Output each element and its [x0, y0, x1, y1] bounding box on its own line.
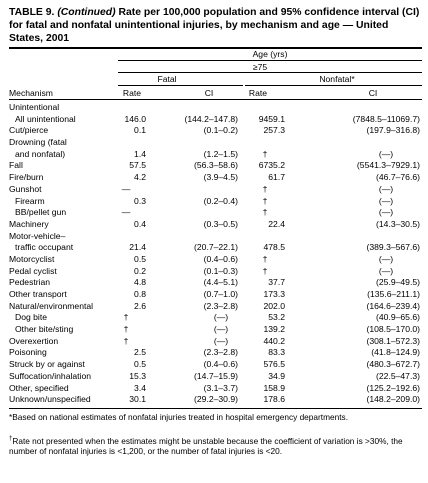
table-row: [0, 371, 428, 383]
bottom-rule: [9, 408, 422, 409]
fatal-ci-cell: (2.3–2.8): [203, 300, 238, 311]
fatal-rate-cell: 0.5: [134, 253, 146, 264]
age-header: Age (yrs): [252, 49, 288, 59]
fatal-ci-cell: (0.2–0.4): [203, 195, 238, 206]
fatal-ci-cell: (—): [213, 324, 229, 335]
nonfatal-ci-cell: (14.3–30.5): [376, 218, 420, 229]
row-label: Other bite/sting: [15, 324, 74, 335]
header-rule: [9, 99, 422, 100]
table-row: [0, 336, 428, 348]
fatal-rate-cell: 0.2: [134, 265, 146, 276]
fatal-rule: [118, 85, 243, 86]
nonfatal-ci-cell: (—): [378, 195, 394, 206]
nonfatal-ci-cell: (22.5–47.3): [376, 370, 420, 381]
fatal-rate-cell: 0.4: [134, 218, 146, 229]
fatal-rate-cell: 4.8: [134, 277, 146, 288]
nonfatal-rate-cell: 83.3: [268, 347, 285, 358]
table-caption: Rate per 100,000 population and 95% confidence interval (CI) for fatal and nonfatal unintentional injuries, by mechanism and age — United States, 2001: [9, 7, 420, 44]
nonfatal-ci-cell: (7848.5–11069.7): [352, 113, 420, 124]
table-row: [0, 266, 428, 278]
nonfatal-ci-cell: (5541.3–7929.1): [356, 160, 420, 171]
row-label: Pedestrian: [9, 277, 51, 288]
fatal-rate-cell: †: [123, 324, 129, 335]
table-row: [0, 301, 428, 313]
table-row: [0, 231, 428, 243]
nonfatal-rule: [245, 85, 422, 86]
age-group-rule: [118, 72, 422, 73]
nonfatal-ci-cell: (—): [378, 253, 394, 264]
row-label: All unintentional: [15, 113, 76, 124]
row-label: Suffocation/inhalation: [9, 370, 92, 381]
fatal-rate-cell: 2.6: [134, 300, 146, 311]
fatal-ci-cell: (1.2–1.5): [203, 148, 238, 159]
row-label: Other transport: [9, 289, 67, 299]
table-row: [0, 254, 428, 266]
fatal-ci-cell: (0.3–0.5): [203, 218, 238, 229]
table-row: [0, 219, 428, 231]
table-row: [0, 383, 428, 395]
row-label: Unintentional: [9, 102, 60, 112]
nonfatal-rate-cell: 139.2: [263, 324, 285, 335]
row-label: Fire/burn: [9, 172, 44, 183]
nonfatal-rate-cell: 34.9: [268, 370, 285, 381]
row-label: Dog bite: [15, 312, 48, 323]
fatal-ci-cell: (—): [213, 335, 229, 346]
fatal-rate-cell: 0.5: [134, 359, 146, 370]
table-row: [0, 324, 428, 336]
nonfatal-rate-cell: 158.9: [263, 382, 285, 393]
nonfatal-ci-cell: (480.3–672.7): [366, 359, 420, 370]
fatal-ci-cell: (0.4–0.6): [203, 253, 238, 264]
nonfatal-ci-cell: (389.3–567.6): [366, 242, 420, 253]
fatal-rate-cell: †: [123, 335, 129, 346]
table-row: [0, 196, 428, 208]
fatal-rate-cell: —: [121, 183, 131, 194]
age-group-header: ≥75: [252, 62, 268, 72]
row-label: Natural/environmental: [9, 300, 94, 311]
nonfatal-rate-cell: 173.3: [263, 289, 285, 299]
fatal-rate-cell: 57.5: [129, 160, 146, 171]
table-row: [0, 160, 428, 172]
table-row: [0, 172, 428, 184]
table-row: [0, 289, 428, 301]
fatal-rate-cell: 1.4: [134, 148, 146, 159]
fatal-rate-cell: 0.1: [134, 125, 146, 136]
table-row: [0, 114, 428, 126]
table-row: [0, 359, 428, 371]
nonfatal-ci-cell: (—): [378, 148, 394, 159]
fatal-ci-cell: (20.7–22.1): [194, 242, 238, 253]
table-row: [0, 149, 428, 161]
nonfatal-rate-cell: †: [262, 148, 268, 159]
row-label: Overexertion: [9, 335, 59, 346]
nonfatal-rate-cell: †: [262, 195, 268, 206]
row-label: Firearm: [15, 195, 45, 206]
nonfatal-rate-cell: †: [262, 207, 268, 218]
footnote-dagger-mark: †: [9, 436, 13, 442]
fatal-ci-cell: (29.2–30.9): [194, 394, 238, 405]
table-title: [9, 6, 423, 45]
fatal-ci-cell: (3.1–3.7): [203, 382, 238, 393]
nonfatal-rate-cell: 478.5: [263, 242, 285, 253]
nonfatal-rate-cell: 178.6: [263, 394, 285, 405]
row-label: BB/pellet gun: [15, 207, 67, 218]
nonfatal-ci-cell: (—): [378, 183, 394, 194]
row-label: Machinery: [9, 218, 49, 229]
nonfatal-rate-header: Rate: [248, 88, 268, 98]
table-row: [0, 312, 428, 324]
row-label: Unknown/unspecified: [9, 394, 91, 405]
fatal-rate-cell: 3.4: [134, 382, 146, 393]
nonfatal-rate-cell: 22.4: [268, 218, 285, 229]
fatal-rate-cell: 2.5: [134, 347, 146, 358]
fatal-rate-cell: †: [123, 312, 129, 323]
nonfatal-ci-cell: (125.2–192.6): [366, 382, 420, 393]
table-number: TABLE 9.: [9, 7, 58, 18]
top-rule: [9, 47, 422, 49]
nonfatal-ci-cell: (164.6–239.4): [366, 300, 420, 311]
table-body: [0, 102, 428, 406]
fatal-rate-cell: 15.3: [129, 370, 146, 381]
fatal-ci-header: CI: [204, 88, 214, 98]
mechanism-header: Mechanism: [9, 88, 53, 98]
row-label: Poisoning: [9, 347, 47, 358]
nonfatal-ci-cell: (135.6–211.1): [367, 289, 420, 299]
nonfatal-ci-cell: (108.5–170.0): [366, 324, 420, 335]
footnote-dagger: [9, 436, 423, 456]
nonfatal-rate-cell: 6735.2: [258, 160, 285, 171]
fatal-rate-cell: 0.8: [134, 289, 146, 299]
nonfatal-rate-cell: †: [262, 183, 268, 194]
fatal-ci-cell: (—): [213, 312, 229, 323]
nonfatal-ci-cell: (148.2–209.0): [366, 394, 420, 405]
continued-label: (Continued): [57, 7, 116, 18]
row-label: Motorcyclist: [9, 253, 55, 264]
row-label: Other, specified: [9, 382, 69, 393]
nonfatal-ci-header: CI: [368, 88, 378, 98]
row-label: Gunshot: [9, 183, 42, 194]
nonfatal-rate-cell: 576.5: [263, 359, 285, 370]
table-row: [0, 207, 428, 219]
fatal-ci-cell: (3.9–4.5): [203, 172, 238, 183]
table-row: [0, 242, 428, 254]
nonfatal-ci-cell: (—): [378, 265, 394, 276]
row-label: Pedal cyclist: [9, 265, 57, 276]
fatal-ci-cell: (0.1–0.2): [203, 125, 238, 136]
fatal-ci-cell: (56.3–58.6): [194, 160, 238, 171]
nonfatal-rate-cell: 440.2: [263, 335, 285, 346]
row-label: and nonfatal): [15, 148, 66, 159]
footnote-star: [9, 412, 423, 422]
nonfatal-rate-cell: 9459.1: [258, 113, 285, 124]
row-label: Motor-vehicle–: [9, 230, 66, 241]
nonfatal-rate-cell: 257.3: [263, 125, 285, 136]
fatal-rate-cell: 21.4: [129, 242, 146, 253]
table-row: [0, 347, 428, 359]
fatal-header: Fatal: [157, 74, 177, 84]
nonfatal-rate-cell: †: [262, 265, 268, 276]
fatal-rate-cell: 0.3: [134, 195, 146, 206]
row-label: Fall: [9, 160, 23, 171]
fatal-ci-cell: (14.7–15.9): [194, 370, 238, 381]
nonfatal-ci-cell: (—): [378, 207, 394, 218]
row-label: Struck by or against: [9, 359, 85, 370]
nonfatal-rate-cell: 37.7: [268, 277, 285, 288]
fatal-ci-cell: (144.2–147.8): [184, 113, 238, 124]
fatal-rate-cell: 4.2: [134, 172, 146, 183]
fatal-rate-cell: 146.0: [124, 113, 146, 124]
table-row: [0, 125, 428, 137]
row-label: Cut/pierce: [9, 125, 49, 136]
nonfatal-ci-cell: (41.8–124.9): [371, 347, 420, 358]
fatal-rate-cell: 30.1: [129, 394, 146, 405]
footnote-star-text: Based on national estimates of nonfatal injuries treated in hospital emergency departments.: [12, 412, 348, 422]
nonfatal-rate-cell: 53.2: [268, 312, 285, 323]
table-row: [0, 184, 428, 196]
footnote-star-mark: *: [9, 412, 13, 422]
nonfatal-rate-cell: 61.7: [268, 172, 285, 183]
nonfatal-ci-cell: (197.9–316.8): [366, 125, 420, 136]
fatal-rate-header: Rate: [122, 88, 142, 98]
footnote-dagger-text: Rate not presented when the estimates might be unstable because the coefficient of variation is >30%, the number of nonfatal injuries is <1,200, or the number of fatal injuries is <20.: [9, 436, 403, 456]
row-label: traffic occupant: [15, 242, 74, 253]
nonfatal-header: Nonfatal*: [319, 74, 355, 84]
nonfatal-ci-cell: (308.1–572.3): [366, 335, 420, 346]
fatal-ci-cell: (2.3–2.8): [203, 347, 238, 358]
fatal-ci-cell: (0.4–0.6): [203, 359, 238, 370]
nonfatal-rate-cell: †: [262, 253, 268, 264]
age-rule: [118, 60, 422, 61]
table-row: [0, 394, 428, 406]
table-row: [0, 102, 428, 114]
table-row: [0, 277, 428, 289]
nonfatal-ci-cell: (25.9–49.5): [376, 277, 420, 288]
table-row: [0, 137, 428, 149]
fatal-ci-cell: (4.4–5.1): [203, 277, 238, 288]
fatal-rate-cell: —: [121, 207, 131, 218]
fatal-ci-cell: (0.7–1.0): [203, 289, 238, 299]
row-label: Drowning (fatal: [9, 137, 67, 148]
fatal-ci-cell: (0.1–0.3): [203, 265, 238, 276]
nonfatal-ci-cell: (46.7–76.6): [376, 172, 420, 183]
nonfatal-ci-cell: (40.9–65.6): [376, 312, 420, 323]
nonfatal-rate-cell: 202.0: [263, 300, 285, 311]
